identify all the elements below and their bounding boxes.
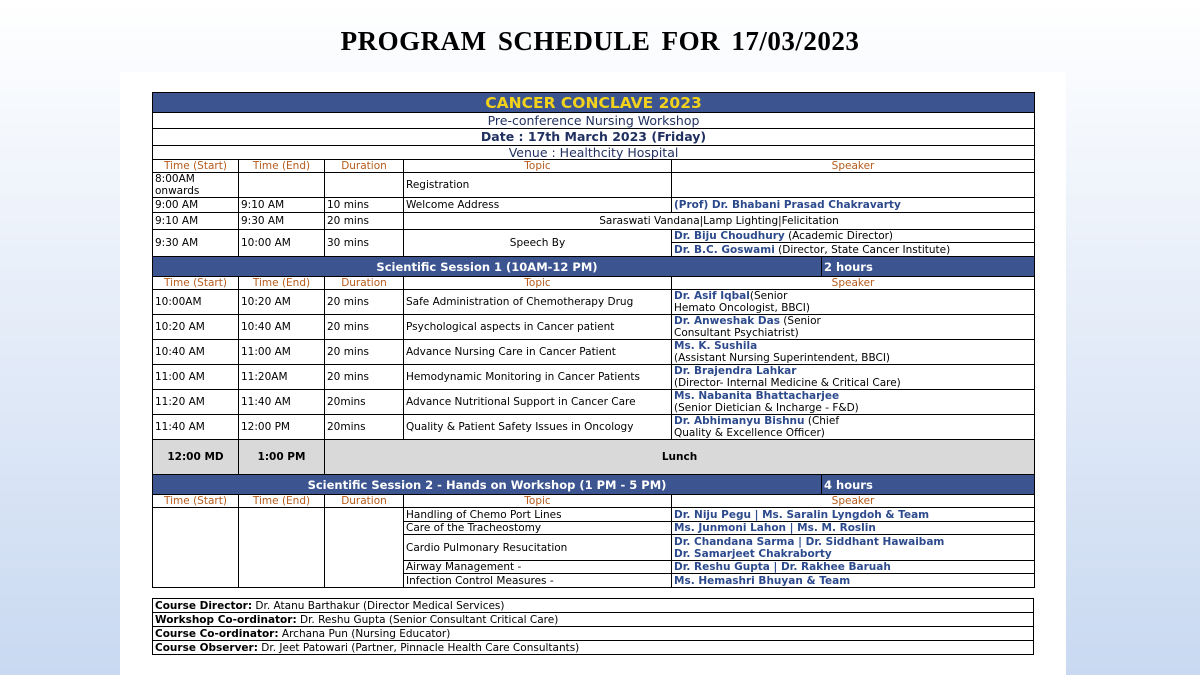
speaker: Dr. Biju Choudhury (Academic Director) — [672, 230, 1035, 243]
lunch-row: 12:00 MD 1:00 PM Lunch — [153, 440, 1035, 475]
speaker: Dr. Chandana Sarma | Dr. Siddhant Hawaibam Dr. Samarjeet Chakraborty — [672, 535, 1035, 561]
event-subtitle: Pre-conference Nursing Workshop — [153, 113, 1035, 129]
column-header-row: Time (Start) Time (End) Duration Topic Speaker — [153, 495, 1035, 508]
table-row: 10:20 AM 10:40 AM 20 mins Psychological aspects in Cancer patient Dr. Anweshak Das (Senior Consultant Psychiatrist) — [153, 315, 1035, 340]
table-row: 9:10 AM 9:30 AM 20 mins Saraswati Vandana|Lamp Lighting|Felicitation — [153, 213, 1035, 230]
speaker: Dr. Abhimanyu Bishnu (Chief Quality & Excellence Officer) — [672, 415, 1035, 440]
column-header-row — [153, 160, 1035, 173]
speaker: Ms. Hemashri Bhuyan & Team — [672, 574, 1035, 588]
col-time-end: Time (End) — [239, 160, 325, 173]
schedule-table — [152, 92, 1035, 588]
page-title: PROGRAM SCHEDULE FOR 17/03/2023 — [340, 26, 860, 56]
officials-table — [152, 598, 1034, 655]
column-header-row: Time (Start) Time (End) Duration Topic Speaker — [153, 277, 1035, 290]
lunch-label: Lunch — [325, 440, 1035, 475]
table-row: 11:00 AM 11:20AM 20 mins Hemodynamic Monitoring in Cancer Patients Dr. Brajendra Lahkar (Director- Internal Medicine & Critical Care) — [153, 365, 1035, 390]
official-row: Course Co-ordinator: Archana Pun (Nursing Educator) — [153, 627, 1034, 641]
session1-bar — [153, 257, 1035, 277]
table-row: 9:30 AM 10:00 AM 30 mins Speech By Dr. Biju Choudhury (Academic Director) — [153, 230, 1035, 243]
table-row: 10:40 AM 11:00 AM 20 mins Advance Nursing Care in Cancer Patient Ms. K. Sushila (Assistant Nursing Superintendent, BBCI) — [153, 340, 1035, 365]
session2-duration: 4 hours — [822, 475, 1035, 495]
time-start: 8:00AM onwards — [153, 173, 239, 198]
speaker: Dr. Niju Pegu | Ms. Saralin Lyngdoh & Team — [672, 508, 1035, 522]
topic: Registration — [404, 173, 672, 198]
table-row: Handling of Chemo Port Lines Dr. Niju Pegu | Ms. Saralin Lyngdoh & Team — [153, 508, 1035, 522]
schedule-document — [120, 72, 1066, 675]
table-row: Cardio Pulmonary Resucitation Dr. Chandana Sarma | Dr. Siddhant Hawaibam Dr. Samarjeet Chakraborty — [153, 535, 1035, 561]
table-row: 11:20 AM 11:40 AM 20mins Advance Nutritional Support in Cancer Care Ms. Nabanita Bhattacharjee (Senior Dietician & Incharge - F&D) — [153, 390, 1035, 415]
table-row: Airway Management - Dr. Reshu Gupta | Dr. Rakhee Baruah — [153, 561, 1035, 574]
speaker: Dr. B.C. Goswami (Director, State Cancer Institute) — [672, 243, 1035, 257]
table-row: 9:00 AM 9:10 AM 10 mins Welcome Address (Prof) Dr. Bhabani Prasad Chakravarty — [153, 198, 1035, 213]
speaker: Dr. Asif Iqbal(Senior Hemato Oncologist, BBCI) — [672, 290, 1035, 315]
speaker: Ms. Junmoni Lahon | Ms. M. Roslin — [672, 522, 1035, 535]
col-duration: Duration — [325, 160, 404, 173]
event-date: Date : 17th March 2023 (Friday) — [153, 129, 1035, 146]
official-row: Course Director: Dr. Atanu Barthakur (Director Medical Services) — [153, 599, 1034, 613]
session1-duration: 2 hours — [822, 257, 1035, 277]
session1-title: Scientific Session 1 (10AM-12 PM) — [153, 257, 822, 277]
table-row: 10:00AM 10:20 AM 20 mins Safe Administration of Chemotherapy Drug Dr. Asif Iqbal(Senior Hemato Oncologist, BBCI) — [153, 290, 1035, 315]
session2-bar — [153, 475, 1035, 495]
official-row: Workshop Co-ordinator: Dr. Reshu Gupta (Senior Consultant Critical Care) — [153, 613, 1034, 627]
table-row: Care of the Tracheostomy Ms. Junmoni Lahon | Ms. M. Roslin — [153, 522, 1035, 535]
table-row — [153, 173, 1035, 198]
speaker: Ms. Nabanita Bhattacharjee (Senior Dietician & Incharge - F&D) — [672, 390, 1035, 415]
table-row: Infection Control Measures - Ms. Hemashri Bhuyan & Team — [153, 574, 1035, 588]
col-time-start: Time (Start) — [153, 160, 239, 173]
speaker: Dr. Anweshak Das (Senior Consultant Psychiatrist) — [672, 315, 1035, 340]
event-title-row — [153, 93, 1035, 113]
speaker: Dr. Reshu Gupta | Dr. Rakhee Baruah — [672, 561, 1035, 574]
table-row: 11:40 AM 12:00 PM 20mins Quality & Patient Safety Issues in Oncology Dr. Abhimanyu Bishnu (Chief Quality & Excellence Officer) — [153, 415, 1035, 440]
speaker: (Prof) Dr. Bhabani Prasad Chakravarty — [672, 198, 1035, 213]
speaker: Dr. Brajendra Lahkar (Director- Internal Medicine & Critical Care) — [672, 365, 1035, 390]
speaker: Ms. K. Sushila (Assistant Nursing Superintendent, BBCI) — [672, 340, 1035, 365]
session2-title: Scientific Session 2 - Hands on Workshop (1 PM - 5 PM) — [153, 475, 822, 495]
event-venue: Venue : Healthcity Hospital — [153, 146, 1035, 160]
official-row: Course Observer: Dr. Jeet Patowari (Partner, Pinnacle Health Care Consultants) — [153, 641, 1034, 655]
col-topic: Topic — [404, 160, 672, 173]
col-speaker: Speaker — [672, 160, 1035, 173]
event-title: CANCER CONCLAVE 2023 — [153, 93, 1035, 113]
